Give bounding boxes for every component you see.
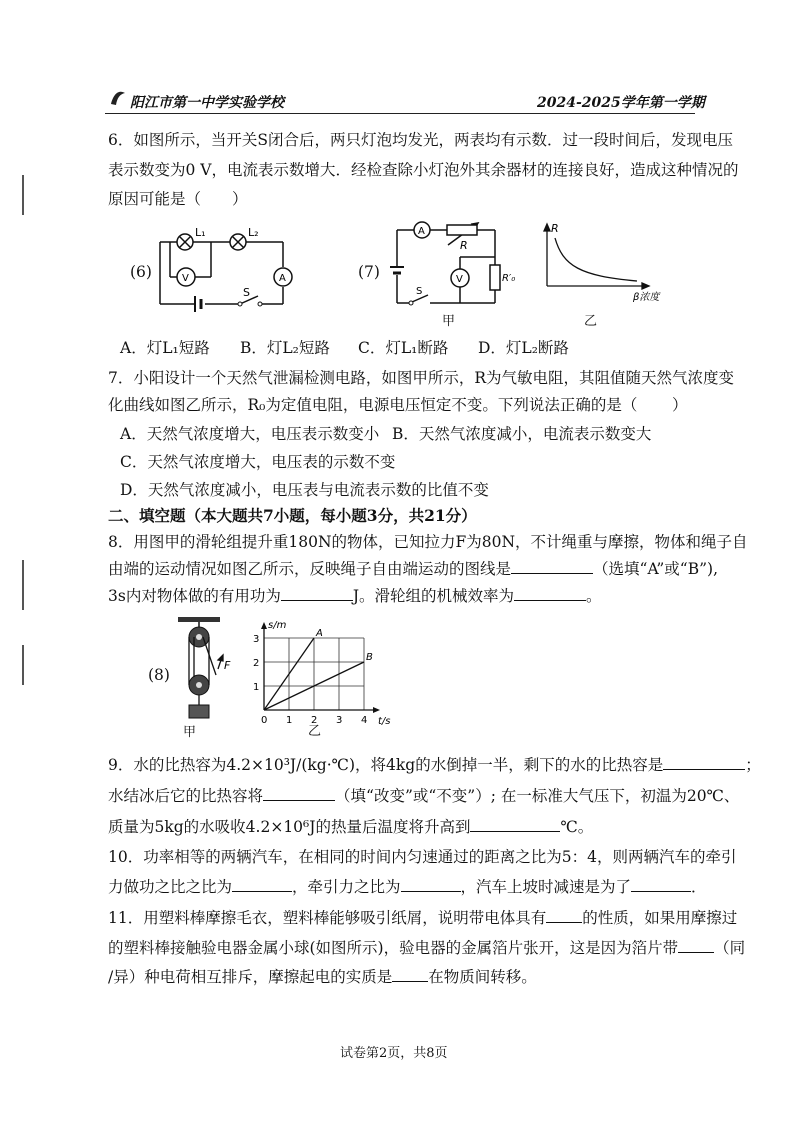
q10-line-2-text-d: ． <box>691 878 707 896</box>
q7-line-2: 化曲线如图乙所示，R₀为定值电阻，电源电压恒定不变。下列说法正确的是（ <box>108 396 638 414</box>
weight-block <box>189 705 209 718</box>
q11-line-2-text-a: 的塑料棒接触验电器金属小球(如图所示)，验电器的金属箔片张开，这是因为箔片带 <box>108 939 679 957</box>
x-tick-label: 4 <box>361 715 368 726</box>
circuit-figure-7 <box>382 215 516 325</box>
pulley-system-figure <box>172 615 232 723</box>
q10-line-2-text-c: ，汽车上坡时减速是为了 <box>460 878 632 896</box>
graph-y-label: R <box>551 222 559 235</box>
graph-x-label: β浓度 <box>633 292 660 303</box>
q6-line-1: 6．如图所示，当开关S闭合后，两只灯泡均发光，两表均有示数．过一段时间后，发现电压 <box>108 131 733 149</box>
q10-line-1: 10．功率相等的两辆汽车，在相同的时间内匀速通过的距离之比为5：4，则两辆汽车的牵引 <box>108 848 737 866</box>
q8-blank-2[interactable] <box>281 586 353 601</box>
page-footer: 试卷第2页，共8页 <box>340 1046 448 1061</box>
q7-option-b: B．天然气浓度减小，电流表示数变大 <box>392 425 652 443</box>
q11-line-1-text-a: 11．用塑料棒摩擦毛衣，塑料棒能够吸引纸屑，说明带电体具有 <box>108 909 547 927</box>
q7-option-a: A．天然气浓度增大，电压表示数变小 <box>120 425 380 443</box>
q6-line-3: 原因可能是（ ） <box>108 190 248 208</box>
q6-option-a: A．灯L₁短路 <box>120 339 210 357</box>
q6-option-c: C．灯L₁断路 <box>358 339 449 357</box>
q10-blank-2[interactable] <box>401 877 461 892</box>
q9-line-2-text-a: 水结冰后它的比热容将 <box>108 787 264 805</box>
q9-blank-2[interactable] <box>263 786 335 801</box>
q7-line-1: 7．小阳设计一个天然气泄漏检测电路，如图甲所示，R为气敏电阻，其阻值随天然气浓度变 <box>108 369 735 387</box>
header-rule <box>105 113 695 114</box>
fig6-v-label: V <box>182 273 189 284</box>
fig6-s-label: S <box>243 286 250 299</box>
q9-line-2 <box>108 786 739 806</box>
fig7-v-label: V <box>456 274 463 285</box>
x-axis-label: t/s <box>378 716 391 727</box>
switch-contact <box>238 302 242 306</box>
lamp-l1-icon <box>177 234 193 250</box>
resistance-concentration-graph <box>535 218 685 318</box>
q9-blank-3[interactable] <box>470 817 560 832</box>
y-axis-arrow <box>261 622 267 629</box>
q8-blank-1[interactable] <box>511 559 593 574</box>
margin-mark <box>22 645 24 685</box>
x-axis-arrow <box>373 707 380 713</box>
q8-line-2-text-b: （选填“A”或“B”), <box>593 560 718 578</box>
q8-line-1: 8．用图甲的滑轮组提升重180N的物体，已知拉力F为80N，不计绳重与摩擦，物体和绳子自 <box>108 533 748 551</box>
q11-line-3-text-b: 在物质间转移。 <box>428 968 537 986</box>
q6-line-2: 表示数变为0 V，电流表示数增大．经检查除小灯泡外其余器材的连接良好，造成这种情况的 <box>108 161 739 179</box>
pulley-force-label: F <box>224 659 231 672</box>
school-logo-icon <box>108 88 128 108</box>
q11-line-2-text-b: （同 <box>714 939 746 957</box>
series-label-a: A <box>316 628 323 639</box>
y-tick-label: 2 <box>253 658 260 669</box>
q7-figure-label: (7) <box>358 263 380 281</box>
q8-line-2-text-a: 由端的运动情况如图乙所示，反映绳子自由端运动的图线是 <box>108 560 512 578</box>
q6-option-d: D．灯L₂断路 <box>478 339 569 357</box>
q7-option-c: C．天然气浓度增大，电压表的示数不变 <box>120 453 396 471</box>
q11-blank-2[interactable] <box>678 938 714 953</box>
q9-line-1-text-a: 9．水的比热容为4.2×10³J/(kg·℃)，将4kg的水倒掉一半，剩下的水的比热容是 <box>108 756 664 774</box>
q9-line-3-text-b: ℃。 <box>560 818 594 836</box>
chart-labels <box>253 620 391 727</box>
fig6-l1-label: L₁ <box>195 226 206 239</box>
fig7-r-label: R <box>460 239 468 252</box>
fig7-r0-label: R′₀ <box>502 273 516 284</box>
q11-line-1-text-b: 的性质，如果用摩擦过 <box>582 909 738 927</box>
q8-line-3-text-a: 3s内对物体做的有用功为 <box>108 587 281 605</box>
y-axis-label: s/m <box>268 620 287 631</box>
fig7-s-label: S <box>416 286 423 297</box>
circuit-figure-6 <box>155 222 295 322</box>
q8-blank-3[interactable] <box>514 586 586 601</box>
chart-grid <box>264 638 364 710</box>
q6-figure-label: (6) <box>130 263 152 281</box>
fig7-jia-caption: 甲 <box>442 314 456 329</box>
fig6-a-label: A <box>279 273 286 284</box>
school-name: 阳江市第一中学实验学校 <box>130 95 284 111</box>
q8-yi-caption: 乙 <box>308 724 322 739</box>
y-tick-label: 1 <box>253 682 260 693</box>
q7-option-d: D．天然气浓度减小，电压表与电流表示数的比值不变 <box>120 481 489 499</box>
switch-contact <box>258 302 262 306</box>
q9-line-1 <box>108 755 761 775</box>
st-chart <box>250 618 400 728</box>
q8-jia-caption: 甲 <box>183 725 197 740</box>
q6-option-b: B．灯L₂短路 <box>240 339 330 357</box>
switch-contact <box>409 301 413 305</box>
q10-line-2 <box>108 877 707 897</box>
margin-mark <box>22 175 24 215</box>
margin-mark <box>22 560 24 610</box>
x-tick-label: 2 <box>311 715 318 726</box>
y-tick-label: 3 <box>253 634 260 645</box>
q11-line-3 <box>108 967 537 987</box>
q10-blank-1[interactable] <box>232 877 292 892</box>
q9-line-3-text-a: 质量为5kg的水吸收4.2×10⁶J的热量后温度将升高到 <box>108 818 471 836</box>
lamp-l2-icon <box>230 234 246 250</box>
q8-line-3-text-b: J。滑轮组的机械效率为 <box>352 587 515 605</box>
gas-resistor-r <box>447 225 477 235</box>
fig7-yi-caption: 乙 <box>584 314 598 329</box>
x-tick-label: 0 <box>261 715 268 726</box>
term-label: 2024-2025学年第一学期 <box>537 95 705 111</box>
q11-line-1 <box>108 908 737 928</box>
fig7-a-label: A <box>418 226 425 237</box>
q9-blank-1[interactable] <box>663 755 745 770</box>
q10-line-2-text-b: ，牵引力之比为 <box>292 878 401 896</box>
q11-line-2 <box>108 938 745 958</box>
q10-blank-3[interactable] <box>631 877 691 892</box>
q9-line-1-text-b: ； <box>745 756 761 774</box>
x-tick-label: 3 <box>336 715 343 726</box>
resistor-r0 <box>490 265 500 290</box>
q9-line-3 <box>108 817 593 837</box>
resistance-curve <box>555 238 637 281</box>
section-2-heading: 二、填空题（本大题共7小题，每小题3分，共21分） <box>108 506 477 525</box>
series-label-b: B <box>366 652 373 663</box>
x-tick-label: 1 <box>286 715 293 726</box>
fig6-l2-label: L₂ <box>248 226 259 239</box>
q8-line-2 <box>108 559 718 579</box>
q7-paren-end: ） <box>672 396 688 414</box>
q9-line-2-text-b: （填“改变”或“不变”）; 在一标准大气压下，初温为20℃、 <box>335 787 740 805</box>
q11-blank-3[interactable] <box>392 967 428 982</box>
q8-figure-label: (8) <box>148 666 170 684</box>
q11-line-3-text-a: /异）种电荷相互排斥，摩擦起电的实质是 <box>108 968 393 986</box>
q11-blank-1[interactable] <box>546 908 582 923</box>
q10-line-2-text-a: 力做功之比之比为 <box>108 878 233 896</box>
q8-line-3 <box>108 586 602 606</box>
q8-line-3-text-c: 。 <box>586 587 602 605</box>
